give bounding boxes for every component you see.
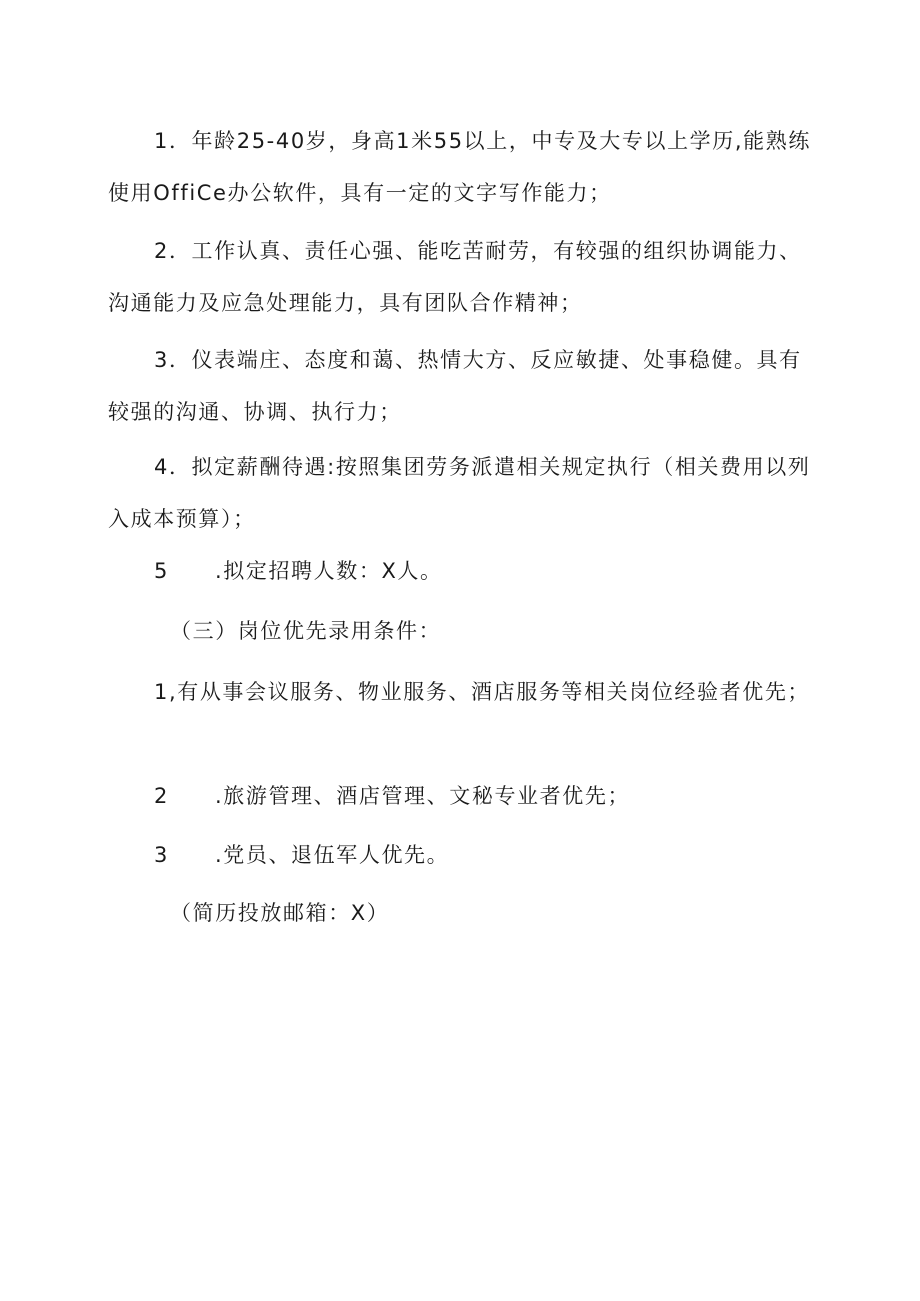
priority-item-1: 1,有从事会议服务、物业服务、酒店服务等相关岗位经验者优先； [154, 680, 811, 704]
requirement-item-5-number: 5 [154, 559, 169, 583]
requirement-item-4: 4．拟定薪酬待遇:按照集团劳务派遣相关规定执行（相关费用以列入成本预算）； [108, 455, 811, 531]
priority-item-3-text: .党员、退伍军人优先。 [214, 843, 450, 867]
requirement-item-2: 2．工作认真、责任心强、能吃苦耐劳，有较强的组织协调能力、沟通能力及应急处理能力，具有团队合作精神； [108, 239, 802, 315]
requirement-item-5-text: .拟定招聘人数：X人。 [214, 559, 443, 583]
priority-item-3-number: 3 [154, 843, 169, 867]
priority-heading: （三）岗位优先录用条件： [170, 619, 442, 643]
requirement-item-5 [154, 556, 443, 586]
requirement-item-1: 1．年龄25-40岁，身高1米55以上，中专及大专以上学历,能熟练使用OffiCe办公软件，具有一定的文字写作能力； [108, 129, 811, 205]
priority-item-2 [154, 781, 630, 811]
priority-item-2-text: .旅游管理、酒店管理、文秘专业者优先； [214, 784, 631, 808]
priority-item-3 [154, 840, 449, 870]
resume-contact: （简历投放邮箱：X） [170, 901, 390, 925]
requirement-item-3: 3．仪表端庄、态度和蔼、热情大方、反应敏捷、处事稳健。具有较强的沟通、协调、执行力； [108, 348, 802, 424]
priority-item-2-number: 2 [154, 784, 169, 808]
